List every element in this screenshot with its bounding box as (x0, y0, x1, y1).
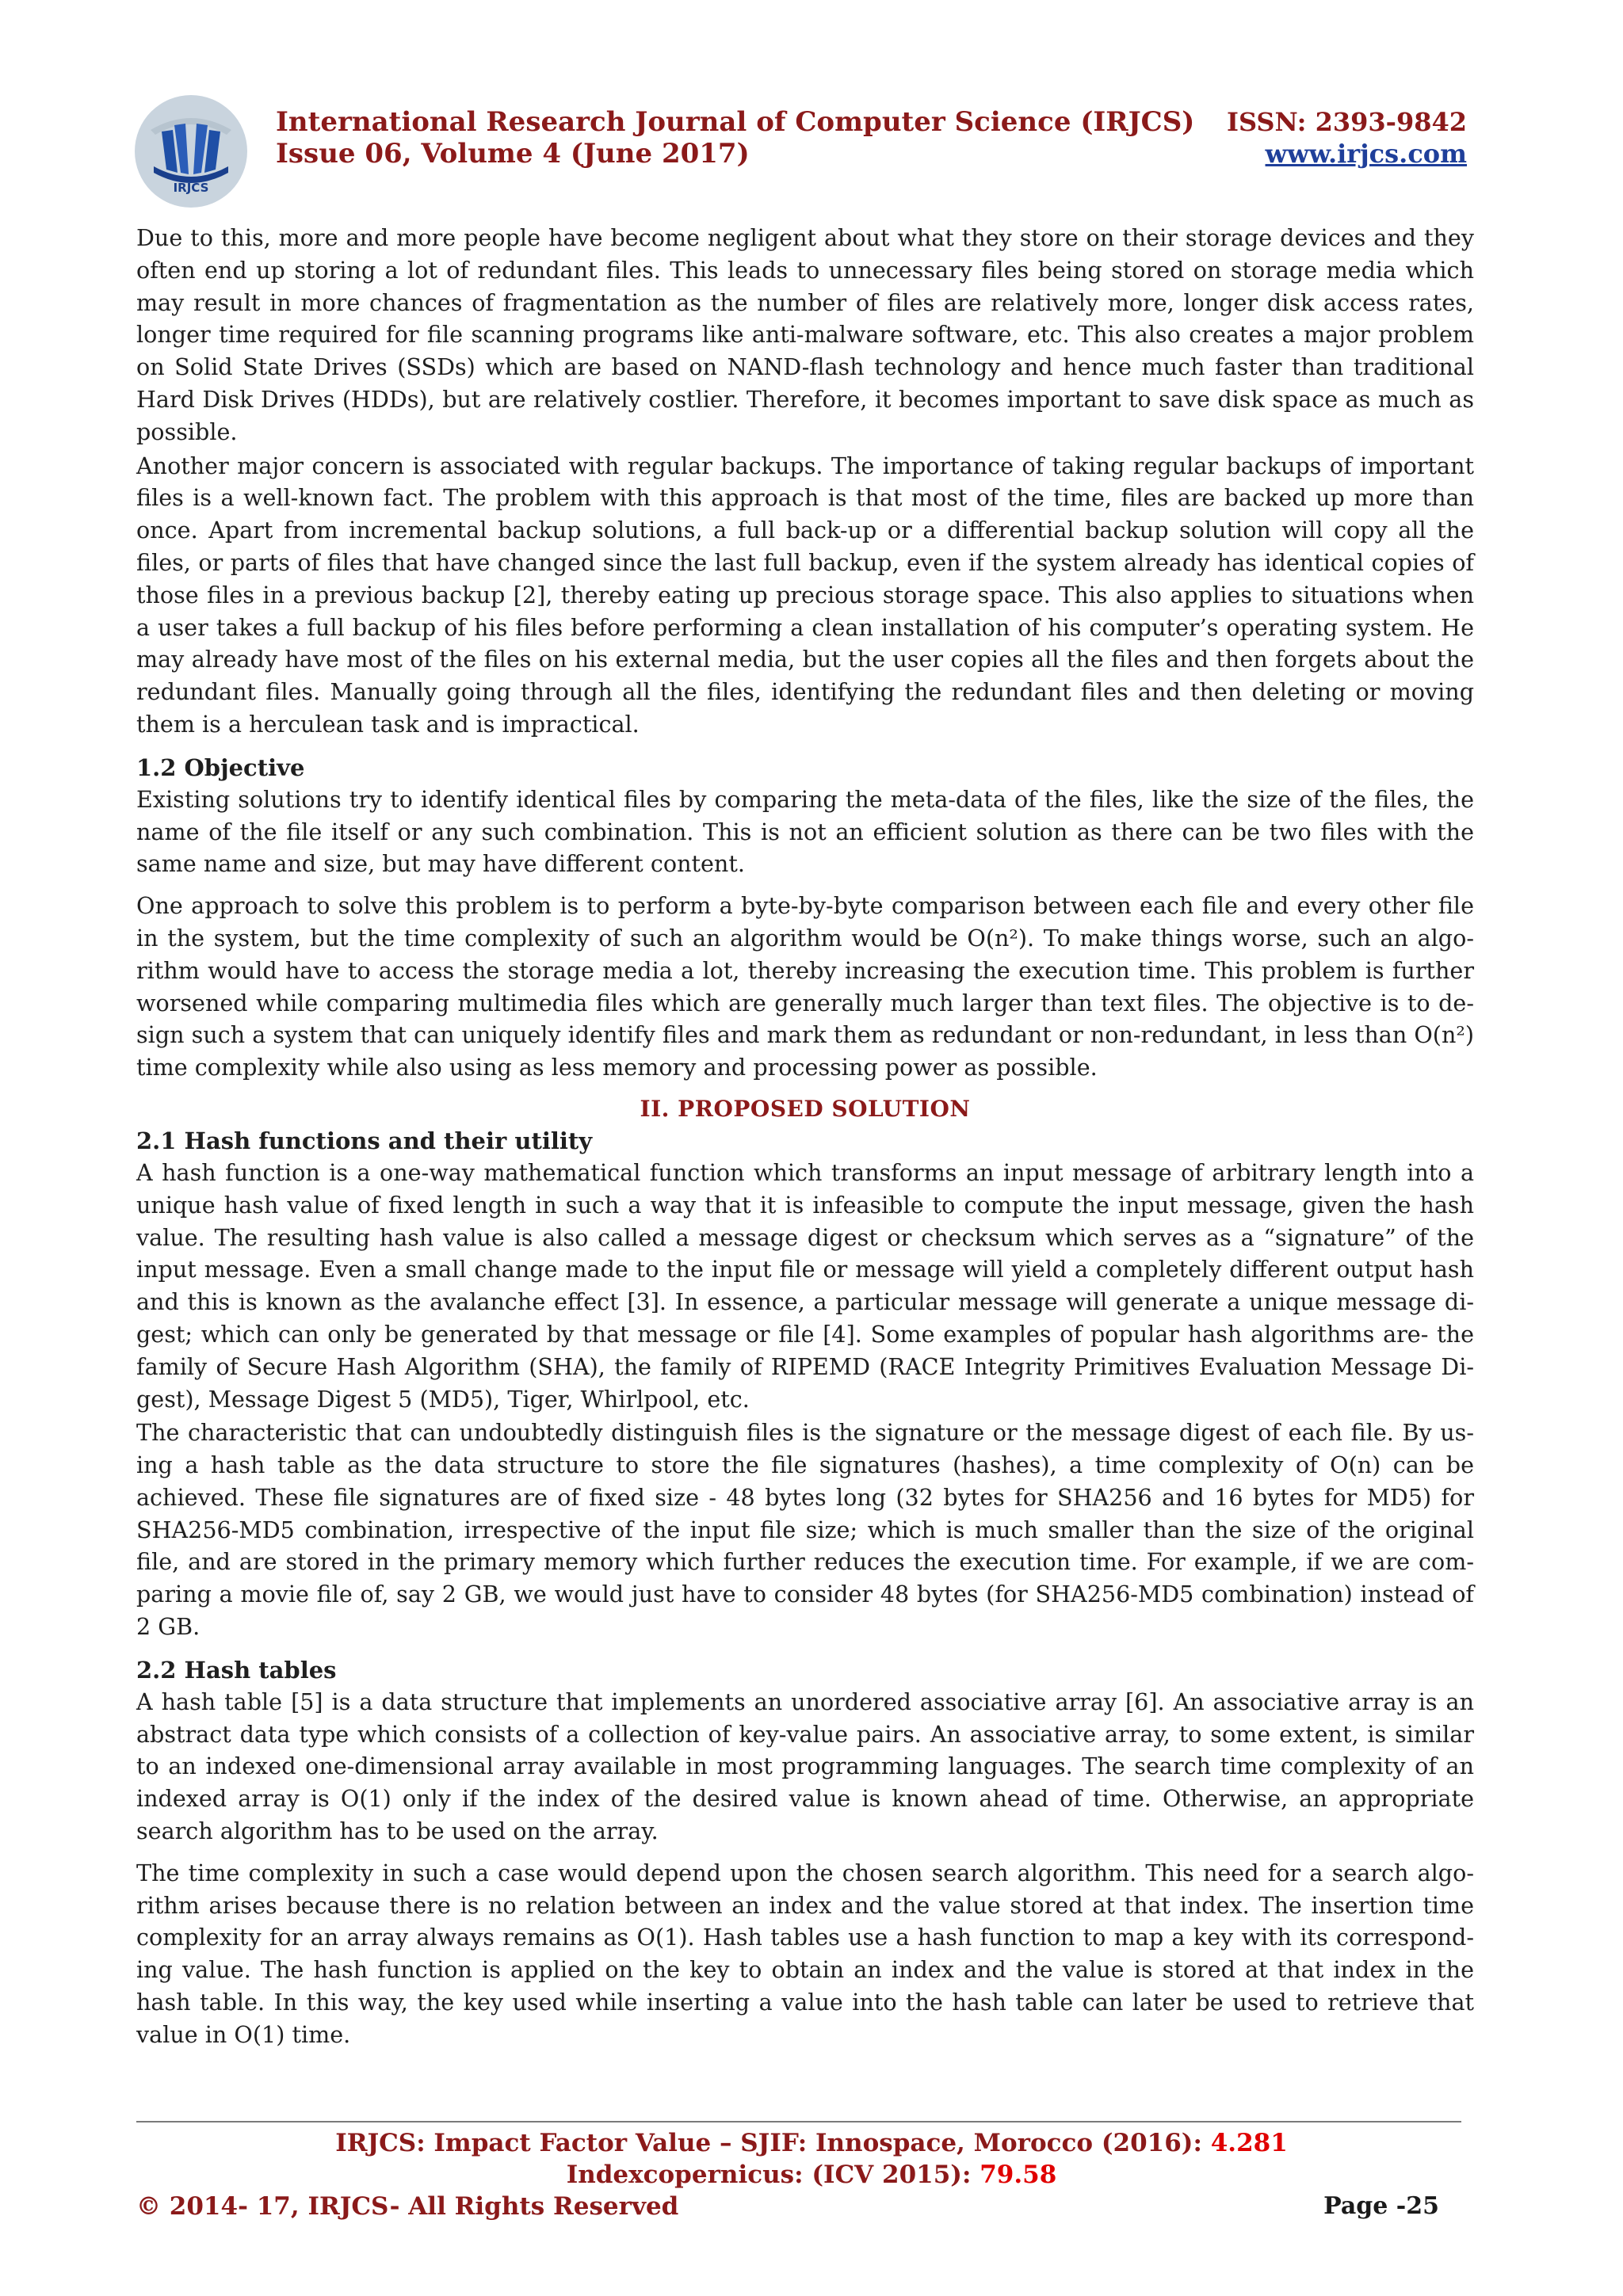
impact-value: 4.281 (1210, 2129, 1288, 2157)
irjcs-logo-icon (133, 93, 249, 209)
svg-text:IRJCS: IRJCS (173, 181, 209, 195)
paragraph: The time complexity in such a case would depend upon the chosen search algorithm. This need for a search algo-rithm arises because there is no relation between an index and the value stored at that index. The insertion time complexity for an array always remains as O(1). Hash tables use a hash function to map a key with its correspond-ing value. The hash function is applied on the key to obtain an index and the value is stored at that index in the hash table. In this way, the key used while inserting a value into the hash table can later be used to retrieve that value in O(1) time. (136, 1859, 1474, 2048)
issn: ISSN: 2393-9842 (1227, 107, 1467, 137)
journal-title: International Research Journal of Computer Science (IRJCS) (276, 106, 1195, 138)
paragraph: Existing solutions try to identify identical files by comparing the meta-data of the files, like the size of the files, the name of the file itself or any such combination. This is not an efficient solution as there can be two files with the same name and size, but may have different content. (136, 785, 1474, 878)
footer-divider (136, 2121, 1461, 2122)
section-heading: 2.2 Hash tables (136, 1656, 337, 1684)
paragraph: The characteristic that can undoubtedly distinguish files is the signature or the message digest of each file. By us-ing a hash table as the data structure to store the file signatures (hashes), a time complexity of O(n) can be achieved. These file signatures are of fixed size - 48 bytes long (32 bytes for SHA256 and 16 bytes for MD5) for SHA256-MD5 combination, irrespective of the input file size; which is much smaller than the size of the original file, and are stored in the primary memory which further reduces the execution time. For example, if we are com-paring a movie file of, say 2 GB, we would just have to consider 48 bytes (for SHA256-MD5 combination) instead of 2 GB. (136, 1419, 1474, 1641)
article-body (136, 222, 1474, 2061)
section-heading: 2.1 Hash functions and their utility (136, 1127, 593, 1154)
paragraph: One approach to solve this problem is to perform a byte-by-byte comparison between each file and every other file in the system, but the time complexity of such an algorithm would be O(n²). To make things worse, such an algo-rithm would have to access the storage media a lot, thereby increasing the execution time. This problem is further worsened while comparing multimedia files which are generally much larger than text files. The objective is to de-sign such a system that can uniquely identify files and mark them as redundant or non-redundant, in less than O(n²) time complexity while also using as less memory and processing power as possible. (136, 892, 1474, 1081)
section-heading: 1.2 Objective (136, 753, 305, 781)
paragraph: Another major concern is associated with regular backups. The importance of taking regular backups of important files is a well-known fact. The problem with this approach is that most of the time, files are backed up more than once. Apart from incremental backup solutions, a full back-up or a differential backup solution will copy all the files, or parts of files that have changed since the last full backup, even if the system already has identical copies of those files in a previous backup [2], thereby eating up precious storage space. This also applies to situations when a user takes a full backup of his files before performing a clean installation of his computer’s operating system. He may already have most of the files on his external media, but the user copies all the files and then forgets about the redundant files. Manually going through all the files, identifying the redundant files and then deleting or moving them is a herculean task and is impractical. (136, 452, 1474, 738)
section-title: II. PROPOSED SOLUTION (640, 1095, 971, 1122)
impact-label: IRJCS: Impact Factor Value – SJIF: Innospace, Morocco (2016): (335, 2129, 1211, 2157)
page-number: Page -25 (1323, 2192, 1439, 2220)
paragraph: A hash function is a one-way mathematical function which transforms an input message of arbitrary length into a unique hash value of fixed length in such a way that it is infeasible to compute the input message, given the hash value. The resulting hash value is also called a message digest or checksum which serves as a “signature” of the input message. Even a small change made to the input file or message will yield a completely different output hash and this is known as the avalanche effect [3]. In essence, a particular message will generate a unique message di-gest; which can only be generated by that message or file [4]. Some examples of popular hash algorithms are- the family of Secure Hash Algorithm (SHA), the family of RIPEMD (RACE Integrity Primitives Evaluation Message Di-gest), Message Digest 5 (MD5), Tiger, Whirlpool, etc. (136, 1158, 1474, 1413)
journal-issue: Issue 06, Volume 4 (June 2017) (276, 138, 750, 170)
paragraph: Due to this, more and more people have become negligent about what they store on their storage devices and they often end up storing a lot of redundant files. This leads to unnecessary files being stored on storage media which may result in more chances of fragmentation as the number of files are relatively more, longer disk access rates, longer time required for file scanning programs like anti-malware software, etc. This also creates a major problem on Solid State Drives (SSDs) which are based on NAND-flash technology and hence much faster than traditional Hard Disk Drives (HDDs), but are relatively costlier. Therefore, it becomes important to save disk space as much as possible. (136, 224, 1474, 445)
paragraph: A hash table [5] is a data structure that implements an unordered associative array [6]. An associative array is an abstract data type which consists of a collection of key-value pairs. An associative array, to some extent, is similar to an indexed one-dimensional array available in most programming languages. The search time complexity of an indexed array is O(1) only if the index of the desired value is known ahead of time. Otherwise, an appropriate search algorithm has to be used on the array. (136, 1688, 1474, 1845)
copyright: © 2014- 17, IRJCS- All Rights Reserved (136, 2192, 679, 2221)
impact-factor-line (0, 2128, 1623, 2158)
icv-line (0, 2160, 1623, 2190)
website-link[interactable]: www.irjcs.com (1265, 139, 1467, 169)
icv-value: 79.58 (980, 2161, 1057, 2189)
icv-label: Indexcopernicus: (ICV 2015): (566, 2161, 980, 2189)
